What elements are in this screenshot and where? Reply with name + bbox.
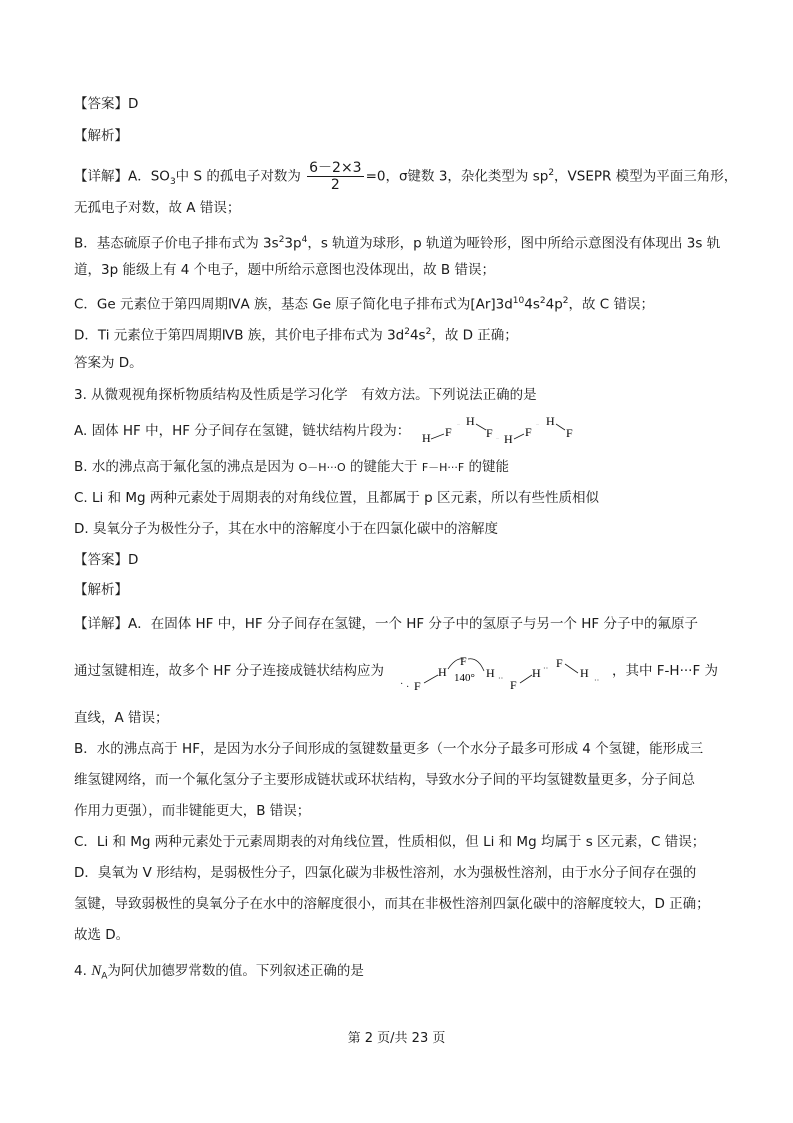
detail-d-line: D．Ti 元素位于第四周期ⅣB 族，其价电子排布式为 $3d^24s^2$，故 D 正确；: [74, 327, 518, 344]
svg-text:H: H: [438, 665, 447, 679]
conclusion-q2: 答案为 D。: [74, 355, 143, 371]
svg-text:···: ···: [496, 437, 499, 441]
question-3-stem: 3. 从微观视角探析物质结构及性质是学习化学 有效方法。下列说法正确的是: [74, 387, 537, 403]
detail-a-line: 【详解】A．$SO_3$中 S 的孤电子对数为 $\frac{6-2\times 3}{2}$ =0，σ键数 3，杂化类型为 $sp^2$，VSEPR 模型为平面三角形，: [74, 160, 738, 193]
svg-text:H: H: [422, 431, 431, 445]
svg-text:··: ··: [543, 664, 549, 673]
answer-label-q2: 【答案】D: [74, 96, 139, 112]
detail-q3-b2: 维氢键网络，而一个氟化氢分子主要形成链状或环状结构，导致水分子间的平均氢键数量更多，分子间总: [74, 772, 695, 788]
detail-b-line2: 道，3p 能级上有 4 个电子，题中所给示意图也没体现出，故 B 错误；: [74, 262, 495, 278]
detail-a-line2: 无孤电子对数，故 A 错误；: [74, 200, 241, 216]
hf-chain-diagram: [420, 412, 590, 448]
angle-label: 140°: [454, 672, 475, 684]
svg-text:··: ··: [498, 674, 504, 683]
svg-text:F: F: [510, 678, 517, 692]
svg-text:··: ··: [594, 676, 600, 685]
option-d: D. 臭氧分子为极性分子，其在水中的溶解度小于在四氯化碳中的溶解度: [74, 521, 498, 537]
svg-text:·: ·: [406, 682, 410, 693]
detail-c-line: C．Ge 元素位于第四周期ⅣA 族，基态 Ge 原子简化电子排布式为$[Ar]3d^{10}4s^24p^2$，故 C 错误；: [74, 296, 655, 313]
svg-text:F: F: [566, 426, 573, 440]
svg-text:H: H: [504, 432, 513, 446]
svg-text:···: ···: [457, 423, 460, 427]
option-c: C. Li 和 Mg 两种元素处于周期表的对角线位置，且都属于 p 区元素，所以有些性质相似: [74, 490, 600, 506]
svg-text:F: F: [486, 426, 493, 440]
conclusion-q3: 故选 D。: [74, 927, 130, 943]
detail-q3-b1: B．水的沸点高于 HF，是因为水分子间形成的氢键数量更多（一个水分子最多可形成 4 个氢键，能形成三: [74, 741, 704, 757]
analysis-label-q3: 【解析】: [74, 582, 128, 598]
svg-text:F: F: [460, 654, 467, 668]
fraction: $\frac{6-2\times 3}{2}$: [309, 160, 362, 193]
svg-text:H: H: [466, 414, 475, 428]
detail-q3-d2: 氢键，导致弱极性的臭氧分子在水中的溶解度很小，而其在非极性溶剂四氯化碳中的溶解度较大，D 正确；: [74, 896, 710, 912]
option-a: A. 固体 HF 中，HF 分子间存在氢键，链状结构片段为：: [74, 423, 411, 439]
analysis-label-q2: 【解析】: [74, 128, 128, 144]
detail-q3-a3: 直线，A 错误；: [74, 710, 169, 726]
detail-q3-c1: C．Li 和 Mg 两种元素处于元素周期表的对角线位置，性质相似，但 Li 和 Mg 均属于 s 区元素，C 错误；: [74, 834, 706, 850]
svg-text:H: H: [532, 666, 541, 680]
svg-text:F: F: [414, 679, 421, 693]
answer-label-q3: 【答案】D: [74, 552, 139, 568]
detail-b-line1: B．基态硫原子价电子排布式为 $3s^23p^4$，s 轨道为球形，p 轨道为哑铃形，图中所给示意图没有体现出 3s 轨: [74, 235, 721, 252]
detail-q3-d1: D．臭氧为 V 形结构，是弱极性分子，四氯化碳为非极性溶剂，水为强极性溶剂，由于水分子间存在强的: [74, 865, 697, 881]
option-b: B. 水的沸点高于氟化氢的沸点是因为 O－H···O 的键能大于 F－H···F 的键能: [74, 459, 510, 475]
svg-text:·: ·: [400, 679, 404, 690]
svg-text:H: H: [546, 414, 555, 428]
svg-text:F: F: [556, 656, 563, 670]
detail-q3-a1: 【详解】A．在固体 HF 中，HF 分子间存在氢键，一个 HF 分子中的氢原子与另一个 HF 分子中的氟原子: [74, 616, 698, 632]
question-4-stem: 4. $N_A$为阿伏加德罗常数的值。下列叙述正确的是: [74, 963, 364, 982]
detail-q3-a2: 通过氢键相连，故多个 HF 分子连接成链状结构应为: [74, 663, 384, 679]
svg-text:F: F: [525, 425, 532, 439]
detail-q3-b3: 作用力更强），而非键能更大，B 错误；: [74, 803, 311, 819]
svg-text:H: H: [486, 666, 495, 680]
svg-text:F: F: [445, 425, 452, 439]
svg-text:H: H: [580, 666, 589, 680]
page-footer: 第 2 页/共 23 页: [347, 1031, 446, 1046]
hf-chain-angle-diagram: [398, 647, 613, 695]
detail-q3-a2-post: ，其中 F-H···F 为: [612, 663, 719, 679]
svg-text:···: ···: [536, 423, 539, 427]
